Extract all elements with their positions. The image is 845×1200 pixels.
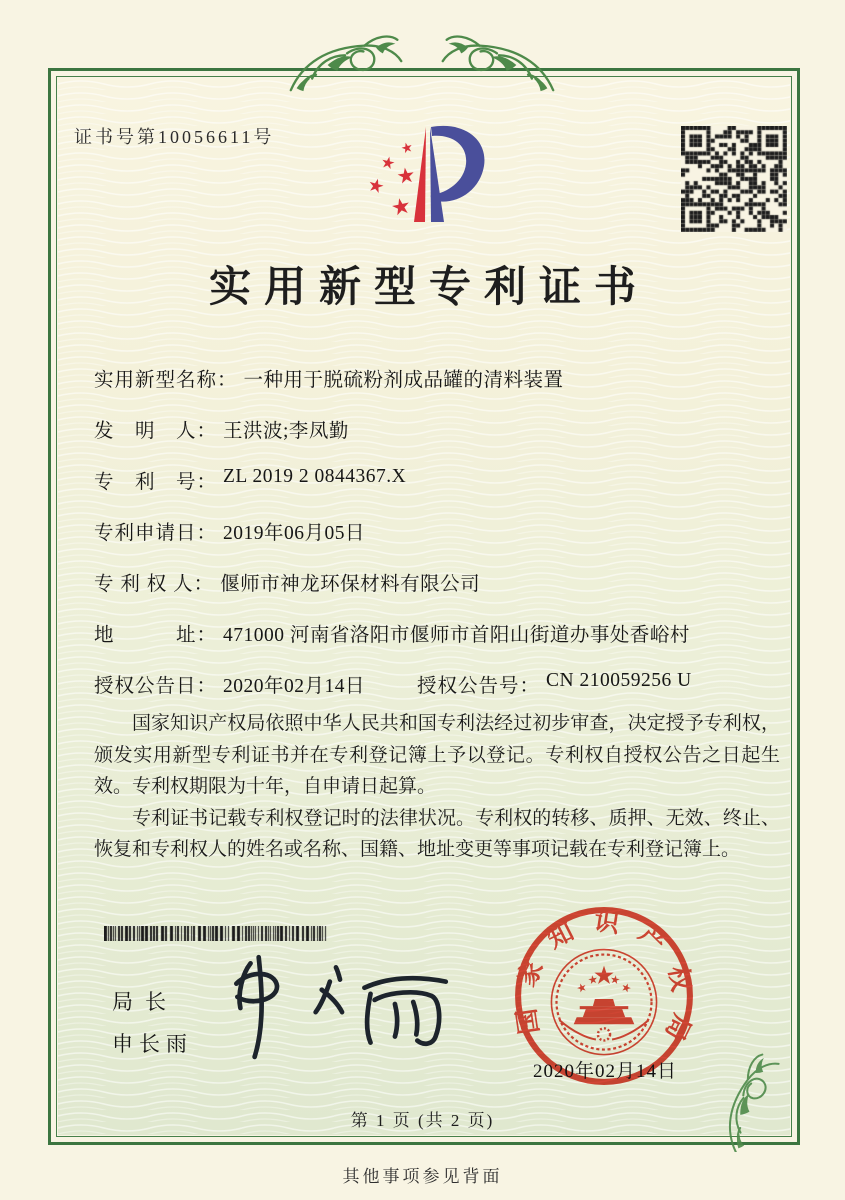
field-inventor <box>94 415 788 443</box>
director-title: 局长 <box>112 990 178 1014</box>
field-value: 2019年06月05日 <box>223 523 366 544</box>
field-label: 授权公告日： <box>94 676 218 697</box>
logo-stars <box>368 141 415 216</box>
field-value: 2020年02月14日 <box>223 676 366 697</box>
national-emblem <box>551 950 656 1055</box>
field-patent-number <box>94 466 788 494</box>
field-label: 发 明 人： <box>94 421 218 442</box>
ornament-right-scroll <box>422 34 572 96</box>
legal-paragraph-2: 专利证书记载专利权登记时的法律状况。专利权的转移、质押、无效、终止、恢复和专利权人的姓名或名称、国籍、地址变更等事项记载在专利登记簿上。 <box>94 807 780 860</box>
seal-text: 国家知识产权局 <box>510 907 698 1061</box>
field-address <box>94 619 788 647</box>
field-label: 专利申请日： <box>94 523 218 544</box>
barcode-canvas <box>104 926 328 941</box>
seal-date: 2020年02月14日 <box>532 1061 677 1082</box>
field-value: 一种用于脱硫粉剂成品罐的清料装置 <box>243 370 564 391</box>
svg-text:国家知识产权局 <box>510 907 698 1061</box>
field-label: 专 利 权 人： <box>94 574 215 595</box>
field-grant-date-and-number <box>94 670 788 698</box>
cnipa-logo <box>338 118 490 240</box>
legal-text <box>94 708 780 866</box>
field-application-date <box>94 517 788 545</box>
qr-code-canvas <box>681 126 787 232</box>
field-value: 471000 河南省洛阳市偃师市首阳山街道办事处香峪村 <box>223 625 690 646</box>
corner-flourish <box>699 1052 803 1152</box>
barcode <box>104 926 328 941</box>
field-utility-model-name <box>94 364 788 392</box>
certificate-number: 证书号第10056611号 <box>74 127 275 147</box>
logo-wedge-red <box>414 127 426 222</box>
legal-paragraph-1: 国家知识产权局依照中华人民共和国专利法经过初步审查，决定授予专利权，颁发实用新型专利证书并在专利登记簿上予以登记。专利权自授权公告之日起生效。专利权期限为十年，自申请日起算。 <box>94 713 780 797</box>
field-label: 地 址： <box>94 625 218 646</box>
field-label: 授权公告号： <box>417 676 541 697</box>
field-label: 实用新型名称： <box>94 370 238 391</box>
director-signature <box>216 946 460 1062</box>
field-patentee <box>94 568 788 596</box>
field-label: 专 利 号： <box>94 472 218 493</box>
top-border-ornament <box>272 34 572 96</box>
qr-code <box>681 126 787 232</box>
back-side-note: 其他事项参见背面 <box>342 1167 503 1186</box>
page-number: 第 1 页 (共 2 页) <box>350 1111 495 1130</box>
director-name: 申长雨 <box>112 1032 193 1056</box>
field-value: CN 210059256 U <box>546 670 692 691</box>
field-value: ZL 2019 2 0844367.X <box>223 466 407 487</box>
logo-wedge-blue <box>430 127 444 222</box>
certificate-title: 实用新型专利证书 <box>208 265 649 311</box>
field-value: 偃师市神龙环保材料有限公司 <box>220 574 481 595</box>
field-value: 王洪波;李凤勤 <box>223 421 349 442</box>
ornament-left-scroll <box>272 34 422 96</box>
field-list <box>94 364 788 721</box>
